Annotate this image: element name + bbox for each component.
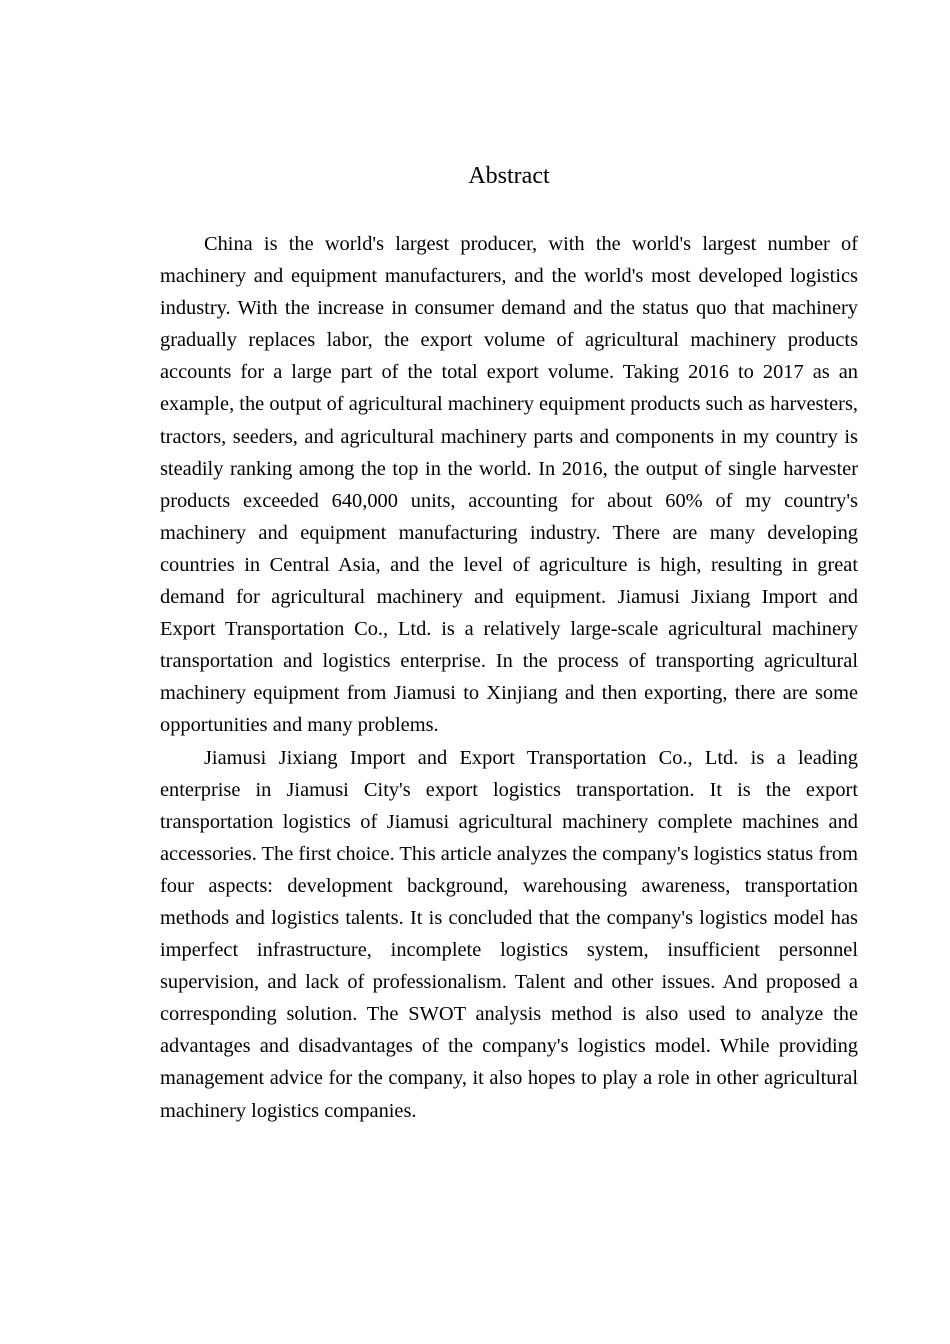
abstract-body (160, 228, 858, 1127)
abstract-title: Abstract (468, 163, 550, 189)
abstract-paragraph-2: Jiamusi Jixiang Import and Export Transportation Co., Ltd. is a leading enterprise in Jiamusi City's export logistics transportation. It is the export transportation logistics of Jiamusi agricultural machinery complete machines and accessories. The first choice. This article analyzes the company's logistics status from four aspects: development background, warehousing awareness, transportation methods and logistics talents. It is concluded that the company's logistics model has imperfect infrastructure, incomplete logistics system, insufficient personnel supervision, and lack of professionalism. Talent and other issues. And proposed a corresponding solution. The SWOT analysis method is also used to analyze the advantages and disadvantages of the company's logistics model. While providing management advice for the company, it also hopes to play a role in other agricultural machinery logistics companies. (160, 746, 858, 1122)
abstract-paragraph-1: China is the world's largest producer, with the world's largest number of machinery and equipment manufacturers, and the world's most developed logistics industry. With the increase in consumer demand and the status quo that machinery gradually replaces labor, the export volume of agricultural machinery products accounts for a large part of the total export volume. Taking 2016 to 2017 as an example, the output of agricultural machinery equipment products such as harvesters, tractors, seeders, and agricultural machinery parts and components in my country is steadily ranking among the top in the world. In 2016, the output of single harvester products exceeded 640,000 units, accounting for about 60% of my country's machinery and equipment manufacturing industry. There are many developing countries in Central Asia, and the level of agriculture is high, resulting in great demand for agricultural machinery and equipment. Jiamusi Jixiang Import and Export Transportation Co., Ltd. is a relatively large-scale agricultural machinery transportation and logistics enterprise. In the process of transporting agricultural machinery equipment from Jiamusi to Xinjiang and then exporting, there are some opportunities and many problems. (160, 233, 858, 737)
